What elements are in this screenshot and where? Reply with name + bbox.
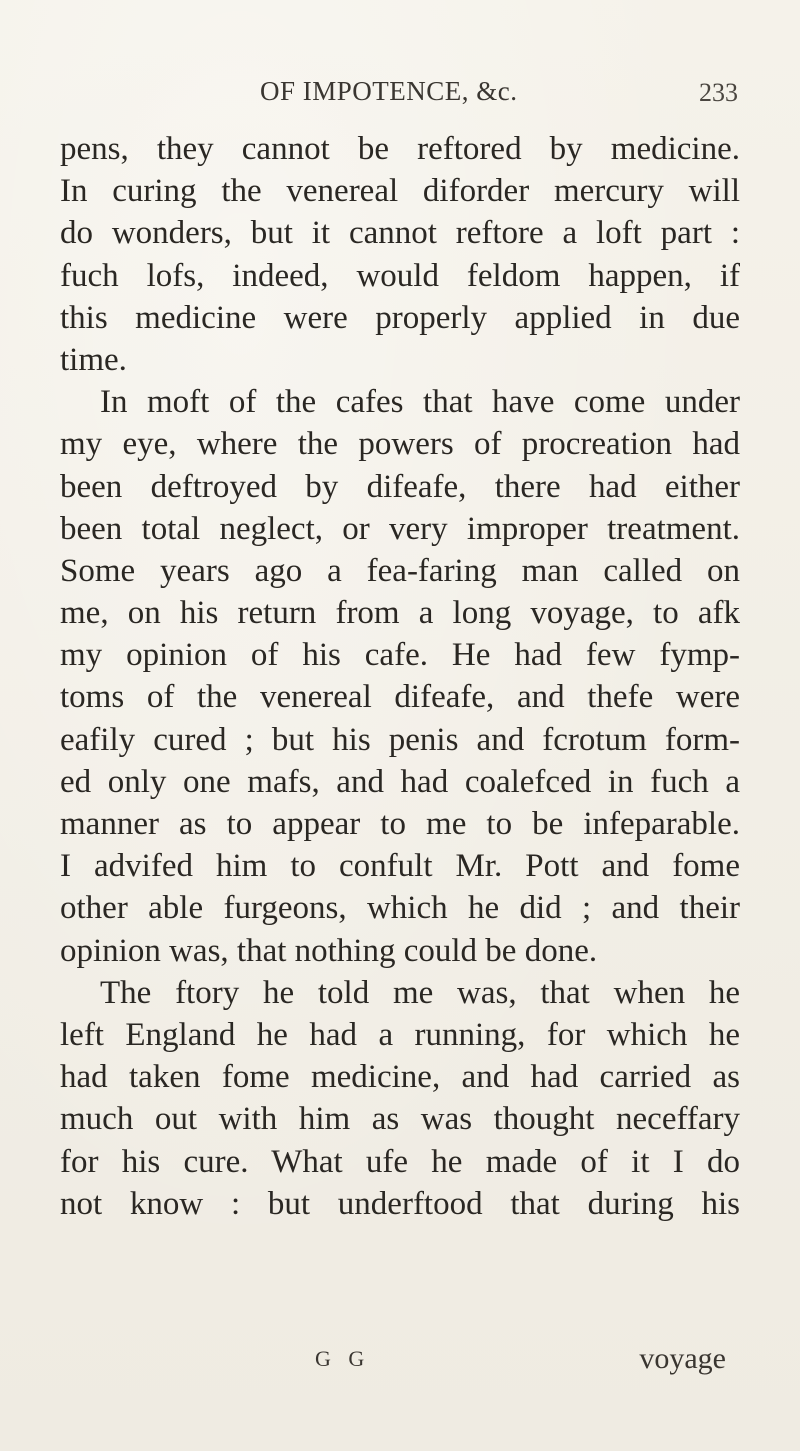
text-line: opinion was, that nothing could be done. (60, 932, 598, 969)
running-head: OF IMPOTENCE, &c. (260, 76, 518, 106)
text-line: me, on his return from a long voyage, to afk (60, 595, 740, 632)
text-line: time. (60, 341, 127, 378)
text-line: much out with him as was thought neceffary (60, 1101, 740, 1138)
text-line: In curing the venereal diforder mercury will (60, 173, 740, 210)
text-line: my eye, where the powers of procreation had (60, 426, 740, 463)
text-line: Some years ago a fea-faring man called on (60, 552, 740, 589)
text-line: eafily cured ; but his penis and fcrotum form- (60, 721, 740, 758)
signature-mark: G G (315, 1346, 371, 1371)
page-header (60, 76, 740, 116)
text-line: not know : but underftood that during his (60, 1185, 740, 1222)
text-line: In moft of the cafes that have come under (100, 384, 740, 421)
text-line: The ftory he told me was, that when he (100, 974, 740, 1011)
text-line: been total neglect, or very improper treatment. (60, 510, 740, 547)
text-line: had taken fome medicine, and had carried as (60, 1059, 740, 1096)
text-line: left England he had a running, for which he (60, 1016, 740, 1053)
text-line: manner as to appear to me to be infeparable. (60, 806, 740, 842)
text-line: for his cure. What ufe he made of it I do (60, 1143, 740, 1180)
body-text (60, 128, 740, 1225)
text-line: do wonders, but it cannot reftore a loft part : (60, 215, 740, 252)
text-line: pens, they cannot be reftored by medicine. (60, 131, 740, 167)
text-line: my opinion of his cafe. He had few fymp- (60, 637, 740, 674)
page-footer (60, 1342, 740, 1376)
catchword: voyage (639, 1342, 726, 1375)
text-line: ed only one mafs, and had coalefced in fuch a (60, 763, 740, 800)
text-line: other able furgeons, which he did ; and their (60, 890, 740, 927)
text-line: this medicine were properly applied in due (60, 299, 740, 336)
text-line: toms of the venereal difeafe, and thefe were (60, 679, 740, 716)
text-line: I advifed him to confult Mr. Pott and fome (60, 848, 740, 885)
text-line: been deftroyed by difeafe, there had either (60, 468, 740, 505)
page-number: 233 (699, 78, 738, 107)
text-line: fuch lofs, indeed, would feldom happen, if (60, 257, 740, 294)
